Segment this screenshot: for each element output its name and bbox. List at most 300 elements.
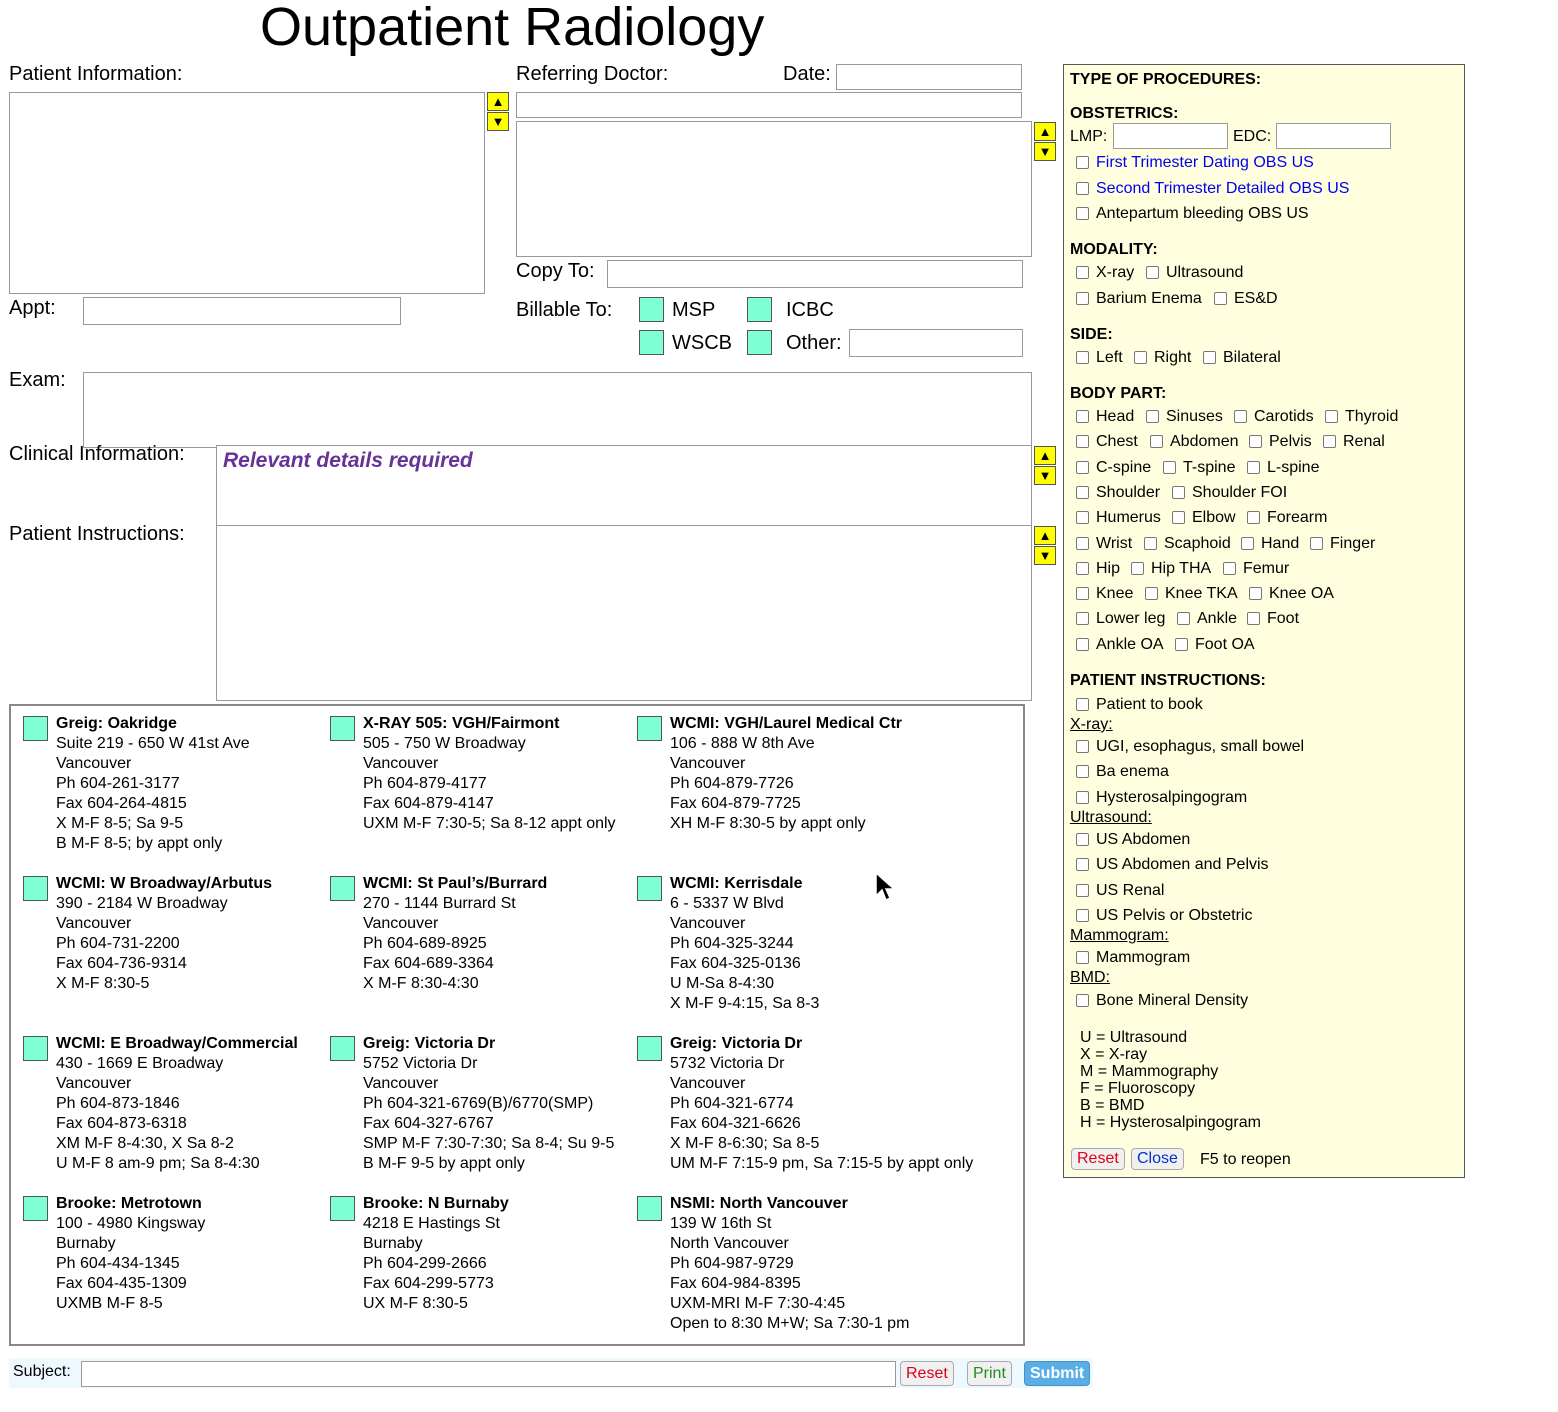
clinic-info: [363, 1194, 509, 1314]
checkbox[interactable]: [1163, 461, 1176, 474]
footer-print-button[interactable]: Print: [967, 1361, 1012, 1386]
clinic-detail-line: Open to 8:30 M+W; Sa 7:30-1 pm: [670, 1315, 910, 1332]
procedure-option[interactable]: [1223, 559, 1289, 579]
clinic-detail-line: Vancouver: [363, 1075, 439, 1092]
modality-heading: MODALITY:: [1070, 241, 1158, 258]
clinic-select-checkbox[interactable]: [330, 876, 355, 901]
clinic-detail-line: Fax 604-299-5773: [363, 1275, 494, 1292]
clinic-detail-line: X M-F 8:30-5: [56, 975, 150, 992]
patient-info-textarea[interactable]: [9, 92, 485, 294]
clinic-detail-line: U M-Sa 8-4:30: [670, 975, 775, 992]
checkbox[interactable]: [1076, 951, 1089, 964]
checkbox[interactable]: [1310, 537, 1323, 550]
copy-to-label: Copy To:: [516, 260, 595, 282]
legend-line: H = Hysterosalpingogram: [1080, 1114, 1261, 1131]
date-label: Date:: [783, 63, 831, 85]
legend-line: U = Ultrasound: [1080, 1029, 1188, 1046]
procedure-option[interactable]: [1076, 788, 1247, 808]
procedure-option-label: Finger: [1330, 534, 1376, 552]
clinic-info: [670, 874, 819, 1014]
clinic-detail-line: Ph 604-321-6774: [670, 1095, 794, 1112]
checkbox[interactable]: [1076, 292, 1089, 305]
mammogram-heading: Mammogram:: [1070, 927, 1169, 944]
checkbox[interactable]: [1076, 612, 1089, 625]
procedure-option-label: Abdomen: [1170, 433, 1239, 451]
checkbox[interactable]: [1076, 435, 1089, 448]
clinic-detail-line: Fax 604-736-9314: [56, 955, 187, 972]
clinic-info: [56, 714, 250, 854]
billable-to-label: Billable To:: [516, 299, 613, 321]
clinic-info: [363, 714, 616, 834]
procedure-option-label: Head: [1096, 408, 1135, 425]
clinic-select-checkbox[interactable]: [23, 716, 48, 741]
checkbox[interactable]: [1076, 638, 1089, 651]
procedure-option[interactable]: [1076, 609, 1165, 629]
procedure-option[interactable]: [1145, 584, 1238, 604]
procedure-option-label: US Abdomen and Pelvis: [1096, 856, 1269, 874]
clinic-detail-line: 100 - 4980 Kingsway: [56, 1215, 206, 1232]
procedure-option-label: Bilateral: [1223, 349, 1281, 366]
procedure-option-label: US Renal: [1096, 881, 1165, 899]
procedure-option[interactable]: [1076, 695, 1203, 715]
checkbox[interactable]: [1175, 638, 1188, 651]
procedure-option-label: Humerus: [1096, 509, 1161, 527]
checkbox[interactable]: [1145, 587, 1158, 600]
procedure-option[interactable]: [1076, 483, 1160, 503]
procedures-panel: [1063, 64, 1465, 1178]
legend-line: F = Fluoroscopy: [1080, 1080, 1196, 1097]
checkbox[interactable]: [1076, 511, 1089, 524]
procedure-option-label: Foot OA: [1195, 635, 1255, 653]
procedure-option-label: Scaphoid: [1164, 534, 1231, 552]
clinic-detail-line: Ph 604-689-8925: [363, 935, 487, 952]
checkbox[interactable]: [1076, 858, 1089, 871]
procedure-option[interactable]: [1076, 179, 1349, 199]
clinic-detail-line: U M-F 8 am-9 pm; Sa 8-4:30: [56, 1155, 260, 1172]
clinic-detail-line: Vancouver: [56, 755, 132, 772]
edc-input[interactable]: [1276, 123, 1391, 149]
procedure-option-label: US Pelvis or Obstetric: [1096, 906, 1253, 924]
appt-input[interactable]: [83, 297, 401, 325]
clinic-detail-line: Burnaby: [56, 1235, 116, 1252]
procedure-option-label: Mammogram: [1096, 949, 1191, 966]
side-heading: SIDE:: [1070, 326, 1113, 343]
procedure-option-label: Ankle OA: [1096, 635, 1164, 653]
clinic-detail-line: B M-F 9-5 by appt only: [363, 1155, 525, 1172]
clinic-select-checkbox[interactable]: [23, 1196, 48, 1221]
procedure-option-label: Shoulder: [1096, 483, 1161, 501]
clinic-detail-line: Fax 604-873-6318: [56, 1115, 187, 1132]
checkbox[interactable]: [1325, 410, 1338, 423]
clinic-detail-line: X M-F 9-4:15, Sa 8-3: [670, 995, 820, 1012]
clinic-detail-line: XH M-F 8:30-5 by appt only: [670, 815, 866, 832]
clinic-select-checkbox[interactable]: [23, 1036, 48, 1061]
reopen-hint: F5 to reopen: [1200, 1151, 1291, 1168]
procedure-option-label: Elbow: [1192, 509, 1236, 527]
referring-doctor-scroll-arrows: [1034, 122, 1056, 162]
page-title: Outpatient Radiology: [260, 0, 765, 57]
procedure-option[interactable]: [1172, 508, 1236, 528]
checkbox[interactable]: [1076, 207, 1089, 220]
procedure-option-label: T-spine: [1183, 458, 1236, 476]
checkbox[interactable]: [1144, 537, 1157, 550]
legend-line: M = Mammography: [1080, 1063, 1219, 1080]
patient-instructions-label: Patient Instructions:: [9, 523, 185, 545]
checkbox[interactable]: [1249, 435, 1262, 448]
clinic-name: WCMI: St Paul’s/Burrard: [363, 875, 548, 892]
procedure-option[interactable]: [1249, 432, 1312, 452]
clinic-detail-line: Ph 604-879-4177: [363, 775, 487, 792]
procedure-option-label: Patient to book: [1096, 696, 1203, 713]
patient-info-scroll-arrows: [487, 92, 509, 132]
clinic-detail-line: Fax 604-879-4147: [363, 795, 494, 812]
procedure-option[interactable]: [1076, 830, 1190, 850]
checkbox[interactable]: [1076, 562, 1089, 575]
checkbox[interactable]: [1076, 461, 1089, 474]
clinic-select-checkbox[interactable]: [637, 1196, 662, 1221]
clinic-info: [56, 874, 272, 994]
procedure-option-label: Right: [1154, 349, 1192, 366]
procedure-option[interactable]: [1076, 153, 1314, 173]
clinic-detail-line: Fax 604-984-8395: [670, 1275, 801, 1292]
checkbox[interactable]: [1076, 182, 1089, 195]
procedure-option-label: ES&D: [1234, 290, 1278, 307]
checkbox[interactable]: [1134, 351, 1147, 364]
arrow-down-icon[interactable]: ▼: [1034, 466, 1056, 485]
arrow-up-icon[interactable]: ▲: [487, 92, 509, 111]
clinic-detail-line: Ph 604-987-9729: [670, 1255, 794, 1272]
procedure-option[interactable]: [1214, 289, 1278, 309]
edc-label: EDC:: [1233, 128, 1272, 145]
checkbox[interactable]: [1076, 791, 1089, 804]
clinic-detail-line: 5752 Victoria Dr: [363, 1055, 478, 1072]
checkbox[interactable]: [1323, 435, 1336, 448]
procedure-option[interactable]: [1076, 289, 1202, 309]
checkbox[interactable]: [1076, 909, 1089, 922]
procedure-option[interactable]: [1323, 432, 1385, 452]
procedure-option[interactable]: [1247, 609, 1299, 629]
ultrasound-heading: Ultrasound:: [1070, 809, 1152, 826]
clinic-detail-line: 6 - 5337 W Blvd: [670, 895, 784, 912]
clinic-select-checkbox[interactable]: [637, 716, 662, 741]
procedure-option-label: C-spine: [1096, 458, 1152, 476]
clinic-detail-line: UXM M-F 7:30-5; Sa 8-12 appt only: [363, 815, 616, 832]
checkbox[interactable]: [1076, 698, 1089, 711]
legend-line: X = X-ray: [1080, 1046, 1148, 1063]
clinical-info-text: Relevant details required: [223, 449, 473, 472]
procedure-option[interactable]: [1249, 584, 1334, 604]
procedure-option[interactable]: [1076, 584, 1133, 604]
clinic-detail-line: UXMB M-F 8-5: [56, 1295, 163, 1312]
msp-label: MSP: [672, 299, 716, 321]
procedure-option-label: Hand: [1261, 534, 1300, 552]
clinical-info-textarea[interactable]: [216, 445, 1032, 527]
referring-doctor-input[interactable]: [516, 92, 1022, 118]
procedure-option[interactable]: [1177, 609, 1237, 629]
clinic-detail-line: 106 - 888 W 8th Ave: [670, 735, 815, 752]
checkbox[interactable]: [1223, 562, 1236, 575]
procedure-option[interactable]: [1203, 348, 1281, 368]
clinic-detail-line: Fax 604-264-4815: [56, 795, 187, 812]
procedure-option[interactable]: [1076, 458, 1151, 478]
clinic-name: Brooke: Metrotown: [56, 1195, 202, 1212]
xray-heading: X-ray:: [1070, 716, 1113, 733]
procedure-option-label: Antepartum bleeding OBS US: [1096, 205, 1309, 222]
procedure-option[interactable]: [1134, 348, 1191, 368]
arrow-up-icon[interactable]: ▲: [1034, 526, 1056, 545]
checkbox[interactable]: [1076, 765, 1089, 778]
checkbox[interactable]: [1076, 994, 1089, 1007]
procedure-option-label: Sinuses: [1166, 408, 1223, 425]
arrow-up-icon[interactable]: ▲: [1034, 122, 1056, 141]
referring-doctor-textarea[interactable]: [516, 121, 1032, 257]
procedure-option-label: Knee: [1096, 585, 1134, 603]
procedure-option[interactable]: [1076, 906, 1252, 926]
clinic-select-checkbox[interactable]: [23, 876, 48, 901]
clinic-name: Brooke: N Burnaby: [363, 1195, 509, 1212]
procedure-option-label: L-spine: [1267, 458, 1320, 476]
clinic-detail-line: 270 - 1144 Burrard St: [363, 895, 516, 912]
clinic-detail-line: Vancouver: [56, 1075, 132, 1092]
checkbox[interactable]: [1076, 486, 1089, 499]
procedure-option-label: Hip: [1096, 559, 1121, 577]
clinical-info-scroll-arrows: [1034, 446, 1056, 486]
clinic-name: Greig: Victoria Dr: [670, 1035, 803, 1052]
footer-submit-button[interactable]: Submit: [1024, 1361, 1090, 1386]
procedure-option[interactable]: [1076, 263, 1134, 283]
clinic-detail-line: B M-F 8-5; by appt only: [56, 835, 223, 852]
copy-to-input[interactable]: [607, 260, 1023, 288]
checkbox[interactable]: [1076, 884, 1089, 897]
procedure-option-label: Second Trimester Detailed OBS US: [1096, 180, 1350, 197]
procedure-option[interactable]: [1076, 635, 1164, 655]
procedure-option[interactable]: [1144, 534, 1231, 554]
clinic-detail-line: Ph 604-879-7726: [670, 775, 794, 792]
procedure-option[interactable]: [1076, 534, 1132, 554]
other-label: Other:: [786, 332, 842, 354]
procedure-option-label: Bone Mineral Density: [1096, 992, 1249, 1009]
clinic-name: X-RAY 505: VGH/Fairmont: [363, 715, 560, 732]
mouse-cursor-icon: [875, 872, 895, 904]
checkbox[interactable]: [1172, 511, 1185, 524]
appt-label: Appt:: [9, 297, 56, 319]
clinic-select-checkbox[interactable]: [637, 1036, 662, 1061]
exam-textarea[interactable]: [83, 372, 1032, 448]
procedure-option[interactable]: [1076, 348, 1123, 368]
clinic-detail-line: Fax 604-325-0136: [670, 955, 801, 972]
checkbox[interactable]: [1076, 833, 1089, 846]
checkbox[interactable]: [1172, 486, 1185, 499]
checkbox[interactable]: [1146, 266, 1159, 279]
procedure-option-label: Forearm: [1267, 509, 1328, 527]
procedure-option[interactable]: [1076, 407, 1134, 427]
procedure-option[interactable]: [1076, 762, 1169, 782]
date-input[interactable]: [836, 64, 1022, 90]
procedure-option[interactable]: [1150, 432, 1239, 452]
checkbox[interactable]: [1177, 612, 1190, 625]
procedure-option[interactable]: [1175, 635, 1255, 655]
procedure-option[interactable]: [1076, 204, 1309, 224]
clinic-info: [670, 714, 902, 834]
checkbox[interactable]: [1247, 612, 1260, 625]
procedure-option-label: Ba enema: [1096, 763, 1169, 781]
patient-instructions-heading: PATIENT INSTRUCTIONS:: [1070, 672, 1266, 689]
clinic-detail-line: Vancouver: [670, 915, 746, 932]
panel-close-button[interactable]: Close: [1131, 1148, 1184, 1170]
clinic-select-checkbox[interactable]: [330, 1036, 355, 1061]
procedure-option[interactable]: [1131, 559, 1211, 579]
clinic-detail-line: Ph 604-873-1846: [56, 1095, 180, 1112]
clinic-detail-line: Ph 604-321-6769(B)/6770(SMP): [363, 1095, 594, 1112]
procedure-option[interactable]: [1325, 407, 1398, 427]
obstetrics-heading: OBSTETRICS:: [1070, 105, 1179, 122]
checkbox[interactable]: [1076, 740, 1089, 753]
wscb-checkbox[interactable]: [639, 330, 664, 355]
procedures-heading: TYPE OF PROCEDURES:: [1070, 71, 1262, 88]
clinic-detail-line: 5732 Victoria Dr: [670, 1055, 785, 1072]
procedure-option-label: Hip THA: [1151, 559, 1212, 577]
checkbox[interactable]: [1203, 351, 1216, 364]
clinic-detail-line: North Vancouver: [670, 1235, 789, 1252]
clinic-info: [56, 1194, 205, 1314]
procedure-option[interactable]: [1163, 458, 1235, 478]
clinic-detail-line: Ph 604-434-1345: [56, 1255, 180, 1272]
subject-label: Subject:: [13, 1363, 71, 1380]
clinic-detail-line: Ph 604-731-2200: [56, 935, 180, 952]
procedure-option-label: Knee OA: [1269, 585, 1334, 603]
patient-info-label: Patient Information:: [9, 63, 183, 85]
procedure-option-label: Pelvis: [1269, 433, 1312, 451]
procedure-option[interactable]: [1172, 483, 1287, 503]
procedure-option[interactable]: [1247, 508, 1327, 528]
procedure-option[interactable]: [1076, 508, 1161, 528]
checkbox[interactable]: [1076, 266, 1089, 279]
checkbox[interactable]: [1076, 537, 1089, 550]
procedure-option[interactable]: [1310, 534, 1375, 554]
procedure-option-label: Wrist: [1096, 534, 1133, 552]
procedure-option-label: Femur: [1243, 559, 1290, 577]
procedure-option-label: First Trimester Dating OBS US: [1096, 154, 1314, 171]
clinic-name: WCMI: E Broadway/Commercial: [56, 1035, 298, 1052]
procedure-option[interactable]: [1146, 407, 1223, 427]
clinic-select-checkbox[interactable]: [637, 876, 662, 901]
checkbox[interactable]: [1146, 410, 1159, 423]
clinic-detail-line: 4218 E Hastings St: [363, 1215, 500, 1232]
clinic-detail-line: Ph 604-325-3244: [670, 935, 794, 952]
clinic-name: WCMI: W Broadway/Arbutus: [56, 875, 272, 892]
checkbox[interactable]: [1076, 351, 1089, 364]
clinic-detail-line: Fax 604-879-7725: [670, 795, 801, 812]
procedure-option[interactable]: [1247, 458, 1319, 478]
procedure-option-label: Shoulder FOI: [1192, 483, 1288, 501]
panel-reset-button[interactable]: Reset: [1071, 1148, 1125, 1170]
checkbox[interactable]: [1214, 292, 1227, 305]
clinic-name: Greig: Oakridge: [56, 715, 177, 732]
lmp-input[interactable]: [1113, 123, 1228, 149]
clinic-info: [56, 1034, 298, 1174]
msp-checkbox[interactable]: [639, 297, 664, 322]
procedure-option-label: Renal: [1343, 433, 1385, 451]
wscb-label: WSCB: [672, 332, 732, 354]
clinic-info: [670, 1034, 973, 1174]
body-part-heading: BODY PART:: [1070, 385, 1167, 402]
checkbox[interactable]: [1247, 461, 1260, 474]
procedure-option[interactable]: [1076, 432, 1138, 452]
other-input[interactable]: [849, 329, 1023, 357]
clinic-detail-line: Suite 219 - 650 W 41st Ave: [56, 735, 250, 752]
clinic-detail-line: Vancouver: [363, 755, 439, 772]
clinic-info: [670, 1194, 909, 1334]
clinic-detail-line: Fax 604-435-1309: [56, 1275, 187, 1292]
checkbox[interactable]: [1241, 537, 1254, 550]
procedure-option[interactable]: [1076, 948, 1190, 968]
clinic-select-checkbox[interactable]: [330, 1196, 355, 1221]
subject-input[interactable]: [81, 1361, 896, 1387]
clinic-detail-line: XM M-F 8-4:30, X Sa 8-2: [56, 1135, 234, 1152]
clinic-name: WCMI: Kerrisdale: [670, 875, 803, 892]
bmd-heading: BMD:: [1070, 969, 1110, 986]
procedure-option-label: Barium Enema: [1096, 290, 1202, 307]
clinic-selection-panel: [9, 704, 1025, 1346]
clinic-select-checkbox[interactable]: [330, 716, 355, 741]
footer-reset-button[interactable]: Reset: [900, 1361, 954, 1386]
procedure-option-label: US Abdomen: [1096, 831, 1191, 848]
patient-instructions-textarea[interactable]: [216, 525, 1032, 701]
procedure-option[interactable]: [1146, 263, 1243, 283]
checkbox[interactable]: [1234, 410, 1247, 423]
clinic-info: [363, 874, 547, 994]
lmp-label: LMP:: [1070, 128, 1108, 145]
procedure-option[interactable]: [1241, 534, 1299, 554]
clinic-name: WCMI: VGH/Laurel Medical Ctr: [670, 715, 903, 732]
clinic-detail-line: Vancouver: [56, 915, 132, 932]
checkbox[interactable]: [1076, 156, 1089, 169]
procedure-option-label: Foot: [1267, 610, 1300, 628]
procedure-option[interactable]: [1076, 881, 1164, 901]
procedure-option[interactable]: [1076, 991, 1248, 1011]
procedure-option[interactable]: [1076, 559, 1120, 579]
procedure-option-label: Left: [1096, 349, 1123, 366]
checkbox[interactable]: [1247, 511, 1260, 524]
procedure-option[interactable]: [1076, 855, 1269, 875]
clinic-detail-line: 139 W 16th St: [670, 1215, 772, 1232]
other-checkbox[interactable]: [747, 330, 772, 355]
checkbox[interactable]: [1249, 587, 1262, 600]
clinic-detail-line: Ph 604-299-2666: [363, 1255, 487, 1272]
arrow-up-icon[interactable]: ▲: [1034, 446, 1056, 465]
procedure-option[interactable]: [1234, 407, 1314, 427]
procedure-option-label: Lower leg: [1096, 610, 1166, 628]
clinic-detail-line: 505 - 750 W Broadway: [363, 735, 526, 752]
clinic-name: NSMI: North Vancouver: [670, 1195, 848, 1212]
clinic-detail-line: Vancouver: [363, 915, 439, 932]
clinic-info: [363, 1034, 614, 1174]
clinic-detail-line: Fax 604-327-6767: [363, 1115, 494, 1132]
clinic-detail-line: UXM-MRI M-F 7:30-4:45: [670, 1295, 846, 1312]
checkbox[interactable]: [1076, 410, 1089, 423]
checkbox[interactable]: [1076, 587, 1089, 600]
checkbox[interactable]: [1131, 562, 1144, 575]
procedure-option-label: Thyroid: [1345, 408, 1399, 425]
arrow-down-icon[interactable]: ▼: [487, 112, 509, 131]
clinic-name: Greig: Victoria Dr: [363, 1035, 496, 1052]
arrow-down-icon[interactable]: ▼: [1034, 142, 1056, 161]
clinic-detail-line: UX M-F 8:30-5: [363, 1295, 468, 1312]
checkbox[interactable]: [1150, 435, 1163, 448]
icbc-checkbox[interactable]: [747, 297, 772, 322]
arrow-down-icon[interactable]: ▼: [1034, 546, 1056, 565]
procedure-option[interactable]: [1076, 737, 1304, 757]
